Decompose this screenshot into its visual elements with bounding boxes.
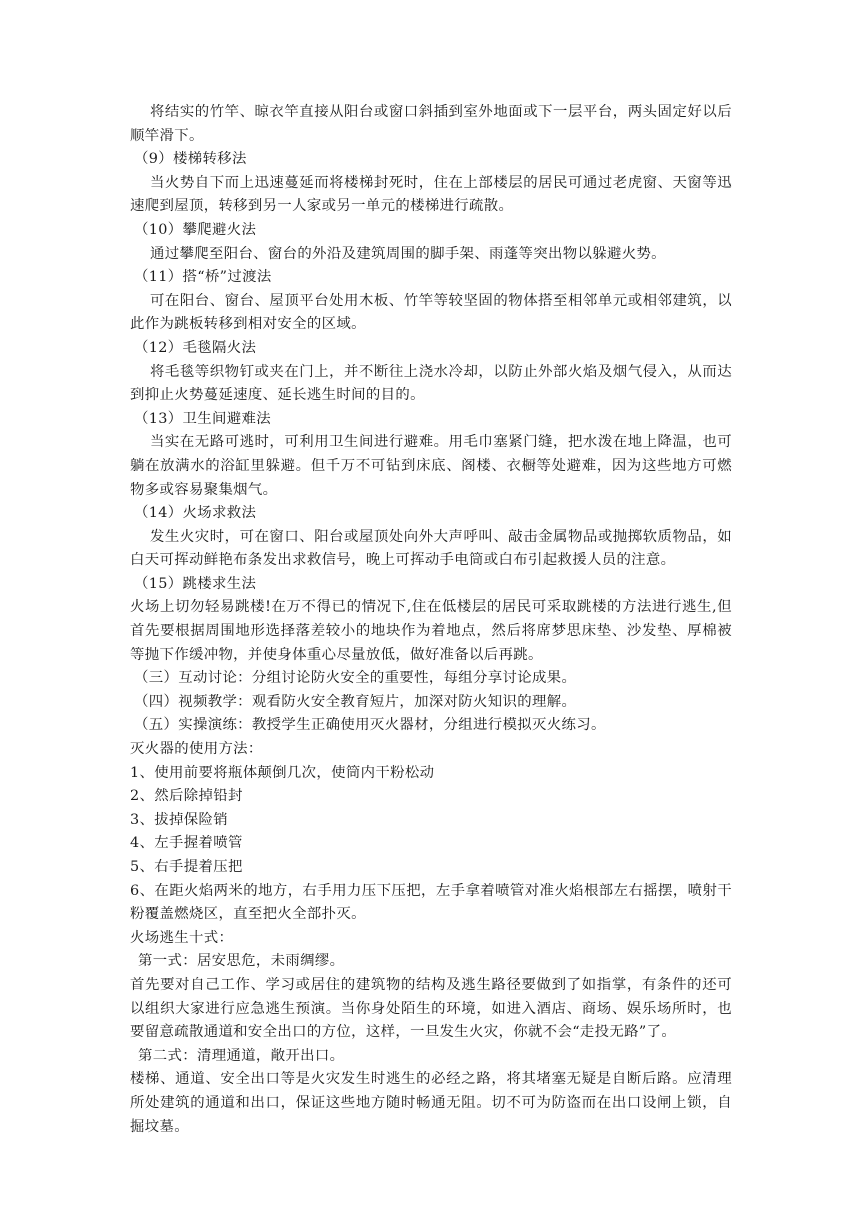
- section-video-teaching: （四）视频教学：观看防火安全教育短片，加深对防火知识的理解。: [134, 693, 577, 710]
- heading-jump-survival: （15）跳楼求生法: [134, 575, 257, 592]
- heading-bridge-transfer: （11）搭“桥”过渡法: [134, 269, 272, 286]
- extinguisher-step-2: 2、然后除掉铅封: [130, 788, 243, 805]
- section-practical-drill: （五）实操演练：教授学生正确使用灭火器材，分组进行模拟灭火练习。: [134, 717, 606, 734]
- extinguisher-step-1: 1、使用前要将瓶体颠倒几次，使筒内干粉松动: [130, 764, 435, 781]
- paragraph-bridge-transfer: 可在阳台、窗台、屋顶平台处用木板、竹竿等较坚固的物体搭至相邻单元或相邻建筑，以此作为跳板转移到相对安全的区域。: [130, 292, 732, 333]
- escape-move-2-body: 楼梯、通道、安全出口等是火灾发生时逃生的必经之路，将其堵塞无疑是自断后路。应清理所处建筑的通道和出口，保证这些地方随时畅通无阻。切不可为防盗而在出口设闸上锁，自掘坟墓。: [130, 1071, 732, 1135]
- heading-call-for-help: （14）火场求救法: [134, 505, 257, 522]
- document-page: [130, 101, 732, 1139]
- escape-move-2-heading: 第二式：清理通道，敞开出口。: [138, 1047, 345, 1064]
- escape-ten-moves-title: 火场逃生十式：: [130, 929, 234, 946]
- paragraph-stair-transfer: 当火势自下而上迅速蔓延而将楼梯封死时，住在上部楼层的居民可通过老虎窗、天窗等迅速爬到屋顶，转移到另一人家或另一单元的楼梯进行疏散。: [130, 174, 732, 215]
- paragraph-pole-slide: 将结实的竹竿、晾衣竿直接从阳台或窗口斜插到室外地面或下一层平台，两头固定好以后顺竿滑下。: [130, 104, 732, 144]
- paragraph-climb-avoid: 通过攀爬至阳台、窗台的外沿及建筑周围的脚手架、雨蓬等突出物以躲避火势。: [150, 245, 666, 262]
- extinguisher-step-3: 3、拔掉保险销: [130, 811, 228, 828]
- extinguisher-usage-title: 灭火器的使用方法：: [130, 741, 263, 758]
- paragraph-jump-survival: 火场上切勿轻易跳楼!在万不得已的情况下,住在低楼层的居民可采取跳楼的方法进行逃生,但首先要根据周围地形选择落差较小的地块作为着地点，然后将席梦思床垫、沙发垫、厚棉被等抛下作缓冲物，并使身体重心尽量放低，做好准备以后再跳。: [130, 599, 732, 663]
- heading-climb-avoid: （10）攀爬避火法: [134, 221, 257, 238]
- paragraph-call-for-help: 发生火灾时，可在窗口、阳台或屋顶处向外大声呼叫、敲击金属物品或抛掷软质物品，如白天可挥动鲜艳布条发出求救信号，晚上可挥动手电筒或白布引起救援人员的注意。: [130, 528, 732, 569]
- paragraph-bathroom-refuge: 当实在无路可逃时，可利用卫生间进行避难。用毛巾塞紧门缝，把水泼在地上降温，也可躺在放满水的浴缸里躲避。但千万不可钻到床底、阁楼、衣橱等处避难，因为这些地方可燃物多或容易聚集烟气。: [130, 434, 732, 498]
- extinguisher-step-5: 5、右手提着压把: [130, 859, 243, 875]
- section-interactive-discussion: （三）互动讨论：分组讨论防火安全的重要性，每组分享讨论成果。: [134, 670, 577, 687]
- heading-blanket-barrier: （12）毛毯隔火法: [134, 339, 257, 356]
- heading-stair-transfer: （9）楼梯转移法: [134, 151, 247, 168]
- extinguisher-step-4: 4、左手握着喷管: [130, 835, 243, 852]
- paragraph-blanket-barrier: 将毛毯等织物钉或夹在门上，并不断往上浇水冷却，以防止外部火焰及烟气侵入，从而达到抑止火势蔓延速度、延长逃生时间的目的。: [130, 363, 732, 404]
- extinguisher-step-6: 6、在距火焰两米的地方，右手用力压下压把，左手拿着喷管对准火焰根部左右摇摆，喷射干粉覆盖燃烧区，直至把火全部扑灭。: [130, 882, 732, 923]
- escape-move-1-body: 首先要对自己工作、学习或居住的建筑物的结构及逃生路径要做到了如指掌，有条件的还可以组织大家进行应急逃生预演。当你身处陌生的环境，如进入酒店、商场、娱乐场所时，也要留意疏散通道和安全出口的方位，这样，一旦发生火灾，你就不会“走投无路”了。: [130, 976, 732, 1041]
- heading-bathroom-refuge: （13）卫生间避难法: [134, 410, 271, 427]
- escape-move-1-heading: 第一式：居安思危，未雨绸缪。: [138, 953, 345, 970]
